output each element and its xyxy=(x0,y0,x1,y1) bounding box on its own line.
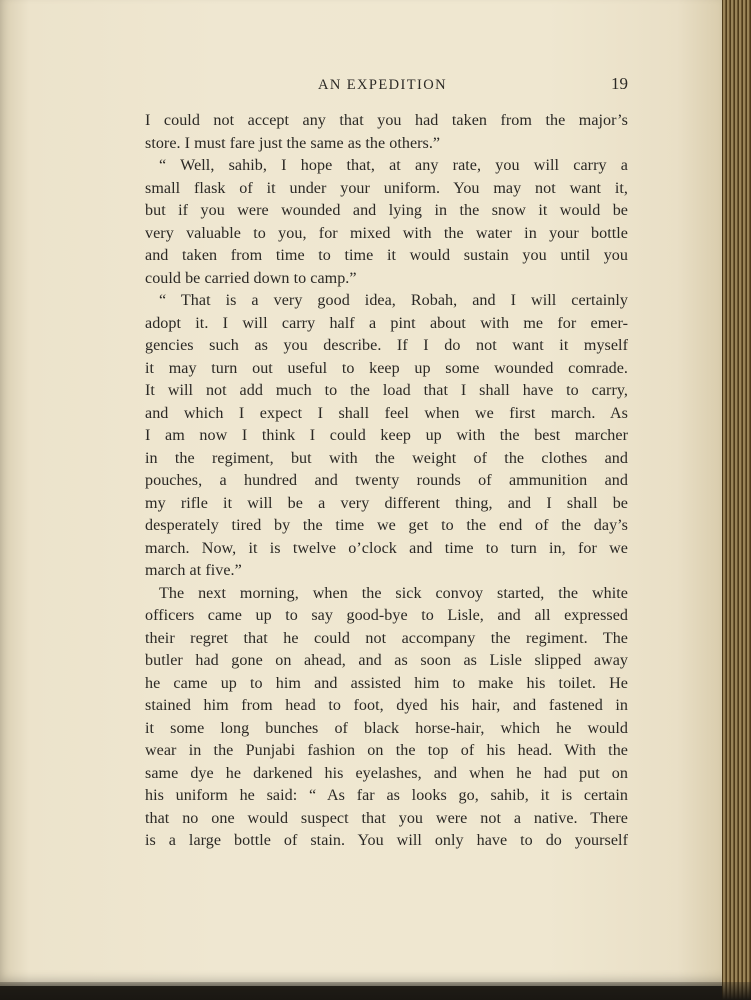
text-line: that no one would suspect that you were not a native. There xyxy=(145,809,628,827)
text-line: and taken from time to time it would sustain you until you xyxy=(145,247,628,264)
text-line: march at five.” xyxy=(145,562,242,579)
text-line: adopt it. I will carry half a pint about with me for emer- xyxy=(145,314,628,332)
text-line: gencies such as you describe. If I do not want it myself xyxy=(145,337,628,354)
text-line: “ Well, sahib, I hope that, at any rate, you will carry a xyxy=(159,157,628,174)
text-line: It will not add much to the load that I shall have to carry, xyxy=(145,382,628,399)
book-page-edges xyxy=(722,0,751,1000)
text-line: The next morning, when the sick convoy started, the white xyxy=(159,584,628,602)
text-line: stained him from head to foot, dyed his hair, and fastened in xyxy=(145,697,628,714)
text-line: store. I must fare just the same as the others.” xyxy=(145,134,441,152)
text-line: is a large bottle of stain. You will only have to do yourself xyxy=(145,832,628,849)
text-line: desperately tired by the time we get to the end of the day’s xyxy=(145,517,628,534)
page-number: 19 xyxy=(611,74,628,93)
body-text xyxy=(145,110,628,853)
text-line: butler had gone on ahead, and as soon as Lisle slipped away xyxy=(145,652,628,669)
text-line: and which I expect I shall feel when we first march. As xyxy=(145,404,628,422)
text-line: it some long bunches of black horse-hair, which he would xyxy=(145,719,628,737)
text-line: my rifle it will be a very different thing, and I shall be xyxy=(145,494,628,512)
text-line: in the regiment, but with the weight of the clothes and xyxy=(145,449,628,467)
text-line: pouches, a hundred and twenty rounds of ammunition and xyxy=(145,472,628,489)
text-line: very valuable to you, for mixed with the water in your bottle xyxy=(145,224,628,242)
text-line: march. Now, it is twelve o’clock and time to turn in, for we xyxy=(145,539,628,557)
text-line: I am now I think I could keep up with the best marcher xyxy=(145,427,628,444)
book-bottom-shadow xyxy=(0,982,751,1000)
text-line: officers came up to say good-bye to Lisle, and all expressed xyxy=(145,607,628,624)
text-line: it may turn out useful to keep up some wounded comrade. xyxy=(145,359,628,377)
text-line: their regret that he could not accompany the regiment. The xyxy=(145,629,628,647)
text-line: he came up to him and assisted him to make his toilet. He xyxy=(145,674,628,692)
running-title: AN EXPEDITION xyxy=(318,77,447,93)
text-line: but if you were wounded and lying in the snow it would be xyxy=(145,202,628,219)
text-line: “ That is a very good idea, Robah, and I will certainly xyxy=(159,292,628,309)
text-line: wear in the Punjabi fashion on the top of his head. With the xyxy=(145,742,628,759)
text-line: could be carried down to camp.” xyxy=(145,269,357,287)
text-line: I could not accept any that you had taken from the major’s xyxy=(145,112,628,129)
text-line: small flask of it under your uniform. You may not want it, xyxy=(145,179,628,197)
text-line: same dye he darkened his eyelashes, and when he had put on xyxy=(145,764,628,782)
text-line: his uniform he said: “ As far as looks go, sahib, it is certain xyxy=(145,787,628,804)
running-head xyxy=(318,76,638,96)
